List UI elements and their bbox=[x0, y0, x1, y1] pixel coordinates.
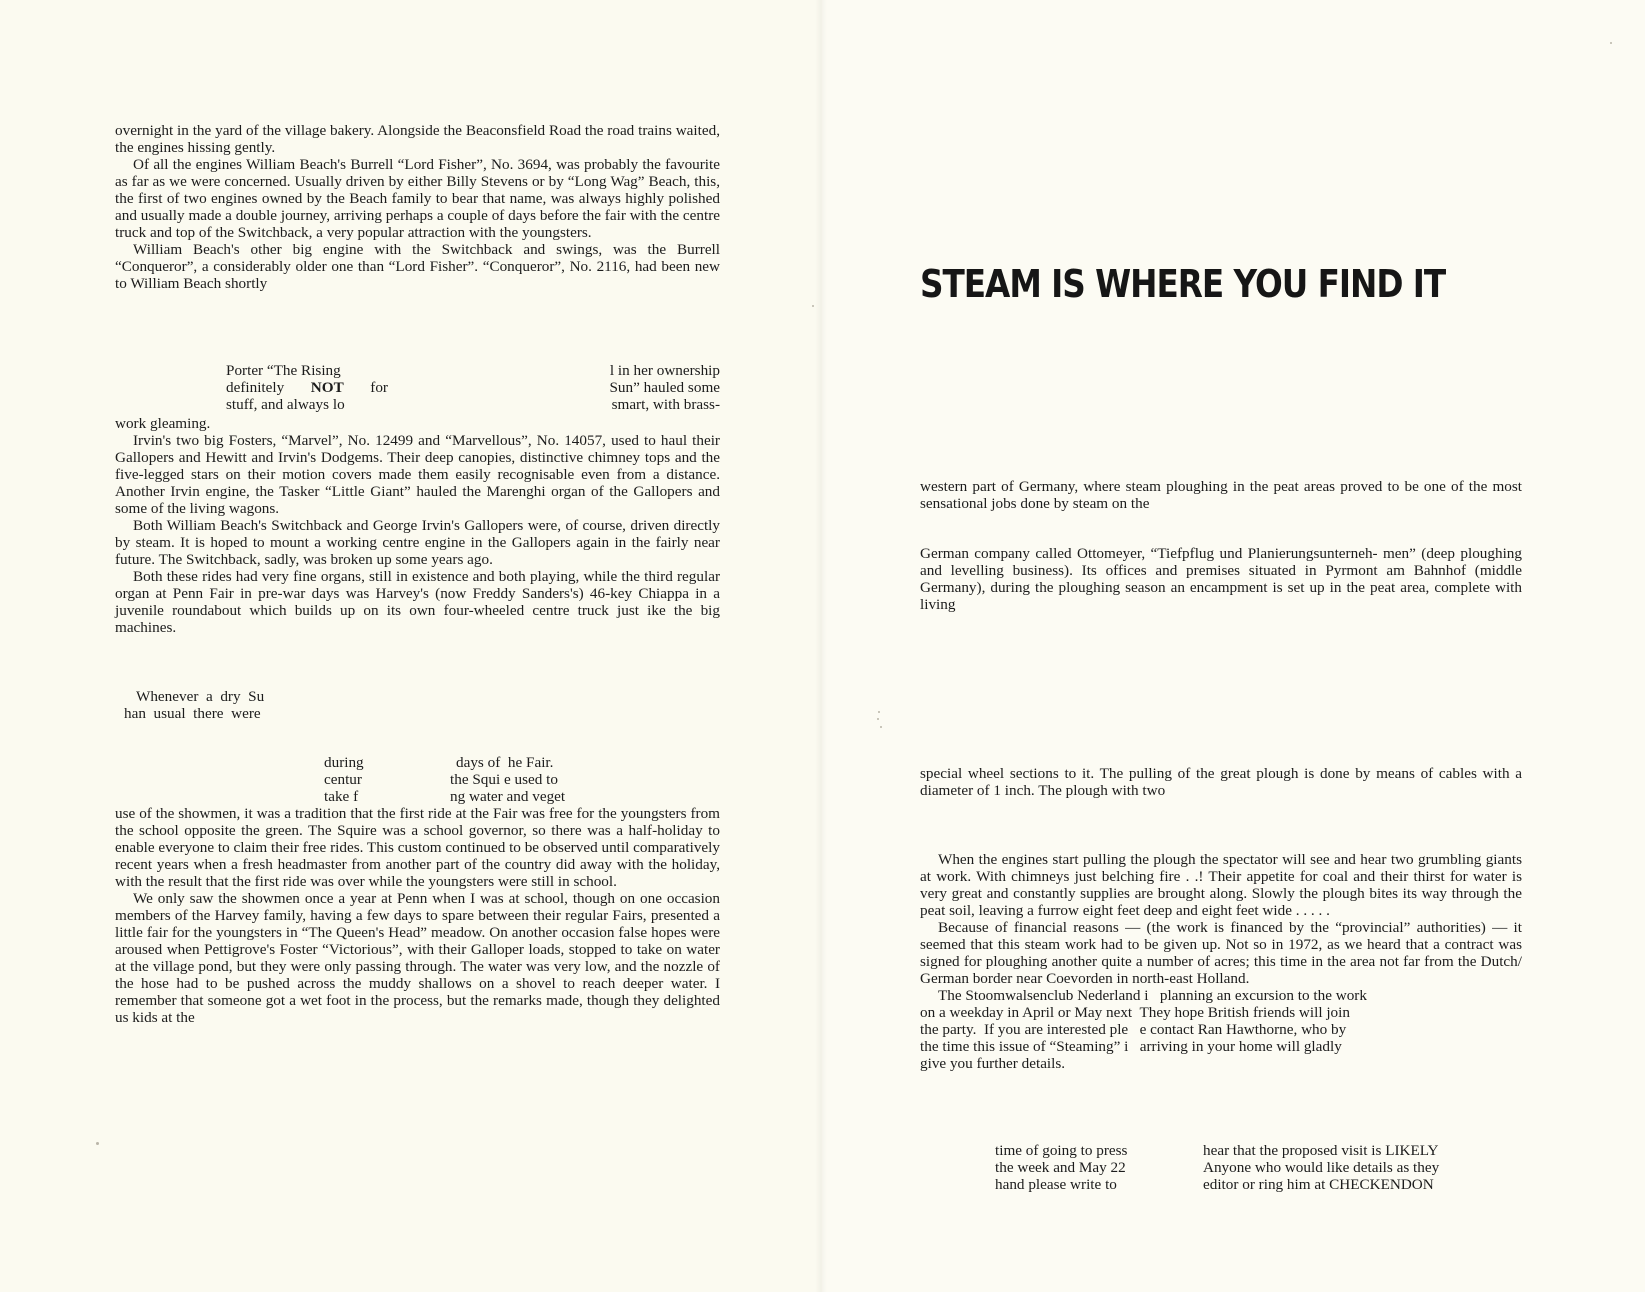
right-column-bottom bbox=[920, 851, 1522, 1072]
page-fold bbox=[815, 0, 827, 1292]
fragment-line: ng water and veget bbox=[450, 788, 566, 805]
scan-speck bbox=[96, 1142, 99, 1145]
fragment-line: the Squi e used to bbox=[450, 771, 558, 788]
paragraph: William Beach's other big engine with the Switchback and swings, was the Burrell “Conqueror”, a considerably older one than “Lord Fisher”. “Conqueror”, No. 2116, had been new to William Beach shortly bbox=[115, 241, 720, 292]
fragment-line: Whenever a dry Su bbox=[136, 688, 265, 705]
paragraph: We only saw the showmen once a year at Penn when I was at school, though on one occasion members of the Harvey family, having a few days to spare between their regular Fairs, presented a little fair for the youngsters in “The Queen's Head” meadow. On another occasion false hopes were aroused when Pettigrove's Foster “Victorious”, with their Galloper loads, stopped to take on water at the village pond, but they were only passing through. The water was very low, and the nozzle of the hose had to be pushed across the muddy shallows on a shovel to reach deeper water. I remember that someone got a wet foot in the process, but the remarks made, though they delighted us kids at the bbox=[115, 890, 720, 1026]
right-page bbox=[822, 0, 1645, 1292]
fragment-line: take f bbox=[324, 788, 359, 805]
fragment-line: hear that the proposed visit is LIKELY bbox=[1203, 1142, 1439, 1159]
torn-fragment-f bbox=[995, 1142, 1180, 1193]
right-paragraph-3 bbox=[920, 765, 1522, 799]
paragraph: Both these rides had very fine organs, still in existence and both playing, while the third regular organ at Penn Fair in pre-war days was Harvey's (now Freddy Sanders's) 46-key Chiappa in a juvenile roundabout which builds up on its own four-wheeled centre truck just ike the big machines. bbox=[115, 568, 720, 636]
torn-fragment-d bbox=[324, 754, 404, 805]
fragment-line: editor or ring him at CHECKENDON bbox=[1203, 1176, 1434, 1193]
fragment-line: time of going to press bbox=[995, 1142, 1128, 1159]
torn-fragment-c bbox=[124, 688, 314, 722]
paragraph: German company called Ottomeyer, “Tiefpflug und Planierungsunterneh- men” (deep ploughing and levelling business). Its offices and premises situated in Pyrmont am Bahnhof (middle Germany), during the ploughing season an encampment is set up in the peat area, complete with living bbox=[920, 545, 1522, 613]
paragraph: work gleaming. bbox=[115, 415, 211, 432]
paragraph-line: the time this issue of “Steaming” i arriving in your home will gladly bbox=[920, 1038, 1342, 1055]
paragraph: Irvin's two big Fosters, “Marvel”, No. 12499 and “Marvellous”, No. 14057, used to haul their Gallopers and Hewitt and Irvin's Dodgems. Their deep canopies, distinctive chimney tops and the five-legged stars on their motion covers made them easily recognisable even from a distance. Another Irvin engine, the Tasker “Little Giant” hauled the Marenghi organ of the Gallopers and some of the living wagons. bbox=[115, 432, 720, 517]
scan-speck bbox=[1610, 42, 1612, 44]
fragment-line: hand please write to bbox=[995, 1176, 1117, 1193]
fragment-line: stuff, and always lo bbox=[226, 396, 345, 413]
fragment-line: centur bbox=[324, 771, 362, 788]
fragment-line: smart, with brass- bbox=[611, 396, 720, 413]
left-column-middle bbox=[115, 415, 720, 636]
paragraph: western part of Germany, where steam ploughing in the peat areas proved to be one of the most sensational jobs done by steam on the bbox=[920, 478, 1522, 512]
article-title: STEAM IS WHERE YOU FIND IT bbox=[920, 262, 1446, 306]
paragraph-line: give you further details. bbox=[920, 1055, 1066, 1072]
paragraph-line: the party. If you are interested ple e contact Ran Hawthorne, who by bbox=[920, 1021, 1347, 1038]
left-column-top bbox=[115, 122, 720, 292]
scan-speck bbox=[880, 726, 882, 728]
paragraph: When the engines start pulling the plough the spectator will see and hear two grumbling giants at work. With chimneys just belching fire . .! Their appetite for coal and their thirst for water is very great and constantly supplies are brought along. Slowly the plough bites its way through the peat soil, leaving a furrow eight feet deep and eight feet wide . . . . . bbox=[920, 851, 1522, 919]
fragment-line: the week and May 22 bbox=[995, 1159, 1126, 1176]
fragment-line: Anyone who would like details as they bbox=[1203, 1159, 1440, 1176]
fragment-line: during bbox=[324, 754, 364, 771]
fragment-line: Porter “The Rising bbox=[226, 362, 341, 379]
paragraph: overnight in the yard of the village bakery. Alongside the Beaconsfield Road the road trains waited, the engines hissing gently. bbox=[115, 122, 720, 156]
scan-speck bbox=[878, 711, 880, 713]
fragment-line: han usual there were bbox=[124, 705, 261, 722]
paragraph: Of all the engines William Beach's Burrell “Lord Fisher”, No. 3694, was probably the favourite as far as we were concerned. Usually driven by either Billy Stevens or by “Long Wag” Beach, this, the first of two engines owned by the Beach family to bear that name, was always highly polished and usually made a double journey, arriving perhaps a couple of days before the fair with the centre truck and top of the Switchback, a very popular attraction with the youngsters. bbox=[115, 156, 720, 241]
paragraph: use of the showmen, it was a tradition that the first ride at the Fair was free for the youngsters from the school opposite the green. The Squire was a school governor, so there was a half-holiday to enable everyone to claim their free rides. This custom continued to be observed until comparatively recent years when a fresh headmaster from another part of the country did away with the holiday, with the result that the first ride was over while the youngsters were still in school. bbox=[115, 805, 720, 890]
paragraph-line: The Stoomwalsenclub Nederland i planning an excursion to the work bbox=[938, 987, 1367, 1004]
torn-fragment-e bbox=[450, 754, 615, 805]
scan-speck bbox=[812, 305, 814, 307]
scan-speck bbox=[877, 718, 879, 720]
paragraph-line: on a weekday in April or May next They hope British friends will join bbox=[920, 1004, 1350, 1021]
paragraph: Both William Beach's Switchback and George Irvin's Gallopers were, of course, driven directly by steam. It is hoped to mount a working centre engine in the Gallopers again in the fairly near future. The Switchback, sadly, was broken up some years ago. bbox=[115, 517, 720, 568]
fragment-line: Sun” hauled some bbox=[609, 379, 720, 396]
torn-fragment-right bbox=[555, 362, 720, 413]
paragraph: special wheel sections to it. The pulling of the great plough is done by means of cables with a diameter of 1 inch. The plough with two bbox=[920, 765, 1522, 799]
fragment-line: days of he Fair. bbox=[456, 754, 554, 771]
left-column-bottom bbox=[115, 805, 720, 1026]
fragment-line: definitely NOT for bbox=[226, 379, 388, 396]
paragraph: Because of financial reasons — (the work is financed by the “provincial” authorities) — it seemed that this steam work had to be given up. Not so in 1972, as we heard that a contract was signed for ploughing another quite a number of acres; this time in the area not far from the Dutch/ German border near Coevorden in north-east Holland. bbox=[920, 919, 1522, 987]
fragment-line: l in her ownership bbox=[609, 362, 720, 379]
torn-fragment-g bbox=[1203, 1142, 1523, 1193]
paragraph bbox=[920, 987, 1522, 1072]
right-paragraph-1 bbox=[920, 478, 1522, 512]
right-paragraph-2 bbox=[920, 545, 1522, 613]
torn-fragment-left bbox=[226, 362, 388, 413]
